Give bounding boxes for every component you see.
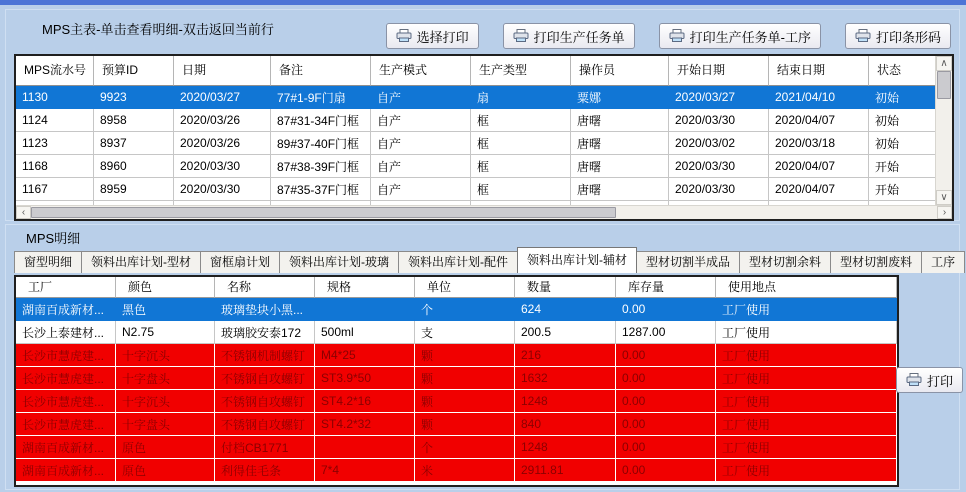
table-row[interactable] bbox=[16, 178, 936, 201]
table-cell: 扇 bbox=[471, 86, 571, 109]
column-header[interactable]: 库存量 bbox=[616, 277, 716, 298]
detail-tab[interactable]: 领料出库计划-辅材 bbox=[517, 247, 637, 273]
table-cell: 2911.81 bbox=[515, 459, 616, 482]
table-cell: 长沙市慧虎建... bbox=[16, 367, 116, 390]
table-cell: 2020/03/02 bbox=[669, 132, 769, 155]
table-cell: 十字盘头 bbox=[116, 413, 215, 436]
table-cell: 8937 bbox=[94, 132, 174, 155]
chevron-left-icon[interactable]: ‹ bbox=[16, 206, 31, 219]
detail-tab[interactable]: 领料出库计划-型材 bbox=[81, 251, 201, 273]
table-cell: 支 bbox=[415, 321, 515, 344]
table-cell: ST4.2*32 bbox=[315, 413, 415, 436]
printer-icon bbox=[513, 29, 529, 43]
print-barcode-button[interactable] bbox=[845, 23, 951, 49]
table-cell: 0.00 bbox=[616, 367, 716, 390]
table-cell: 长沙上泰建材... bbox=[16, 321, 116, 344]
table-cell: 初始 bbox=[869, 132, 936, 155]
chevron-up-icon[interactable]: ∧ bbox=[936, 56, 952, 71]
button-label: 打印 bbox=[927, 373, 954, 389]
detail-tab[interactable]: 领料出库计划-配件 bbox=[398, 251, 518, 273]
table-cell: 工厂使用 bbox=[716, 390, 897, 413]
table-cell: 0.00 bbox=[616, 344, 716, 367]
table-cell: 1287.00 bbox=[616, 321, 716, 344]
table-cell: 1632 bbox=[515, 367, 616, 390]
table-cell: 77#1-9F门扇 bbox=[271, 86, 371, 109]
table-cell: 2020/03/30 bbox=[174, 178, 271, 201]
table-cell: 粟娜 bbox=[571, 86, 669, 109]
mps-detail-grid bbox=[16, 277, 897, 485]
button-label: 打印生产任务单 bbox=[533, 29, 625, 45]
table-cell: 87#31-34F门框 bbox=[271, 109, 371, 132]
column-header[interactable]: 名称 bbox=[215, 277, 315, 298]
table-cell: ST4.2*16 bbox=[315, 390, 415, 413]
table-row[interactable] bbox=[16, 436, 897, 459]
detail-tab[interactable]: 领料出库计划-玻璃 bbox=[279, 251, 399, 273]
table-cell: 十字盘头 bbox=[116, 367, 215, 390]
table-cell: 2020/04/07 bbox=[769, 155, 869, 178]
table-cell: 2020/03/26 bbox=[174, 132, 271, 155]
table-row[interactable] bbox=[16, 86, 936, 109]
column-header[interactable]: 单位 bbox=[415, 277, 515, 298]
table-cell: 唐曙 bbox=[571, 155, 669, 178]
table-cell: 个 bbox=[415, 298, 515, 321]
table-cell: 长沙市慧虎建... bbox=[16, 344, 116, 367]
table-cell: 工厂使用 bbox=[716, 298, 897, 321]
table-cell: 湖南百成新材... bbox=[16, 459, 116, 482]
table-cell: 颗 bbox=[415, 390, 515, 413]
detail-tab[interactable]: 型材切割半成品 bbox=[636, 251, 740, 273]
button-label: 打印生产任务单-工序 bbox=[689, 29, 811, 45]
chevron-down-icon[interactable]: ∨ bbox=[936, 190, 952, 205]
table-cell: 湖南百成新材... bbox=[16, 436, 116, 459]
grid-header-row bbox=[16, 56, 936, 86]
table-cell: 1167 bbox=[16, 178, 94, 201]
column-header[interactable]: MPS流水号 bbox=[16, 56, 94, 86]
table-cell: 自产 bbox=[371, 155, 471, 178]
vertical-scrollbar[interactable] bbox=[935, 56, 952, 205]
table-cell: 工厂使用 bbox=[716, 459, 897, 482]
table-cell: 工厂使用 bbox=[716, 321, 897, 344]
table-cell: 原色 bbox=[116, 436, 215, 459]
table-row[interactable] bbox=[16, 132, 936, 155]
table-cell: ST3.9*50 bbox=[315, 367, 415, 390]
printer-icon bbox=[906, 373, 922, 387]
scrollbar-thumb[interactable] bbox=[31, 207, 616, 218]
table-cell: 付档CB1771 bbox=[215, 436, 315, 459]
table-cell: 0.00 bbox=[616, 390, 716, 413]
table-row[interactable] bbox=[16, 321, 897, 344]
table-cell: 自产 bbox=[371, 132, 471, 155]
table-cell: 长沙市慧虎建... bbox=[16, 390, 116, 413]
table-cell: 原色 bbox=[116, 459, 215, 482]
table-cell: 500ml bbox=[315, 321, 415, 344]
table-cell: 唐曙 bbox=[571, 178, 669, 201]
detail-tab[interactable]: 窗型明细 bbox=[14, 251, 82, 273]
table-cell: 2020/03/26 bbox=[174, 109, 271, 132]
table-cell: 2020/04/07 bbox=[769, 109, 869, 132]
table-cell: 216 bbox=[515, 344, 616, 367]
select-print-button[interactable] bbox=[386, 23, 479, 49]
mps-detail-panel bbox=[5, 224, 960, 490]
table-cell: 黑色 bbox=[116, 298, 215, 321]
window-title-strip bbox=[0, 0, 966, 5]
table-cell: 2020/03/30 bbox=[669, 109, 769, 132]
table-row[interactable] bbox=[16, 459, 897, 482]
column-header[interactable]: 使用地点 bbox=[716, 277, 897, 298]
mps-main-table bbox=[14, 54, 954, 221]
table-cell: 1248 bbox=[515, 436, 616, 459]
printer-icon bbox=[669, 29, 685, 43]
table-cell: 工厂使用 bbox=[716, 413, 897, 436]
horizontal-scrollbar[interactable] bbox=[16, 205, 952, 219]
column-header[interactable]: 生产模式 bbox=[371, 56, 471, 86]
table-cell: 87#35-37F门框 bbox=[271, 178, 371, 201]
table-cell: 840 bbox=[515, 413, 616, 436]
table-cell: 工厂使用 bbox=[716, 367, 897, 390]
column-header[interactable]: 颜色 bbox=[116, 277, 215, 298]
table-cell: 87#38-39F门框 bbox=[271, 155, 371, 178]
table-cell: 0.00 bbox=[616, 413, 716, 436]
table-cell: 2020/03/27 bbox=[174, 86, 271, 109]
table-cell: 2020/03/30 bbox=[669, 155, 769, 178]
table-cell: 2020/04/07 bbox=[769, 178, 869, 201]
table-cell: 2021/04/10 bbox=[769, 86, 869, 109]
column-header[interactable]: 预算ID bbox=[94, 56, 174, 86]
table-cell: 1130 bbox=[16, 86, 94, 109]
table-cell: 十字沉头 bbox=[116, 344, 215, 367]
mps-main-panel bbox=[5, 9, 960, 221]
table-cell: 1168 bbox=[16, 155, 94, 178]
table-cell: 624 bbox=[515, 298, 616, 321]
table-cell: 框 bbox=[471, 178, 571, 201]
table-cell: 颗 bbox=[415, 413, 515, 436]
column-header[interactable]: 工厂 bbox=[16, 277, 116, 298]
table-cell bbox=[315, 298, 415, 321]
table-cell: 玻璃垫块小黑... bbox=[215, 298, 315, 321]
column-header[interactable]: 规格 bbox=[315, 277, 415, 298]
detail-tab[interactable]: 型材切割余料 bbox=[739, 251, 831, 273]
table-cell: 1124 bbox=[16, 109, 94, 132]
table-cell: 自产 bbox=[371, 178, 471, 201]
table-cell: 1248 bbox=[515, 390, 616, 413]
column-header[interactable]: 操作员 bbox=[571, 56, 669, 86]
table-cell: 长沙市慧虎建... bbox=[16, 413, 116, 436]
column-header[interactable]: 生产类型 bbox=[471, 56, 571, 86]
column-header[interactable]: 状态 bbox=[869, 56, 936, 86]
table-cell: M4*25 bbox=[315, 344, 415, 367]
column-header[interactable]: 数量 bbox=[515, 277, 616, 298]
table-cell: 个 bbox=[415, 436, 515, 459]
printer-icon bbox=[855, 29, 871, 43]
table-row[interactable] bbox=[16, 390, 897, 413]
table-cell: 8959 bbox=[94, 178, 174, 201]
table-cell: 89#37-40F门框 bbox=[271, 132, 371, 155]
column-header[interactable]: 日期 bbox=[174, 56, 271, 86]
table-cell: 2020/03/30 bbox=[669, 178, 769, 201]
table-cell: 开始 bbox=[869, 178, 936, 201]
table-cell: 颗 bbox=[415, 367, 515, 390]
detail-print-button[interactable] bbox=[896, 367, 963, 393]
mps-detail-table bbox=[14, 275, 899, 487]
table-cell: 7*4 bbox=[315, 459, 415, 482]
print-production-task-button[interactable] bbox=[503, 23, 635, 49]
table-cell: 1123 bbox=[16, 132, 94, 155]
table-cell: 唐曙 bbox=[571, 132, 669, 155]
table-row[interactable] bbox=[16, 109, 936, 132]
table-cell: 200.5 bbox=[515, 321, 616, 344]
printer-icon bbox=[396, 29, 412, 43]
table-cell: 0.00 bbox=[616, 298, 716, 321]
detail-panel-title: MPS明细 bbox=[26, 231, 81, 246]
table-cell: 0.00 bbox=[616, 436, 716, 459]
table-row[interactable] bbox=[16, 298, 897, 321]
table-cell: 框 bbox=[471, 109, 571, 132]
table-cell bbox=[315, 436, 415, 459]
table-cell: 初始 bbox=[869, 86, 936, 109]
table-cell: 8960 bbox=[94, 155, 174, 178]
table-row[interactable] bbox=[16, 344, 897, 367]
table-cell: 自产 bbox=[371, 109, 471, 132]
table-cell: 颗 bbox=[415, 344, 515, 367]
table-row[interactable] bbox=[16, 413, 897, 436]
table-cell: 不锈钢自攻螺钉 bbox=[215, 413, 315, 436]
table-cell: 工厂使用 bbox=[716, 344, 897, 367]
table-cell: N2.75 bbox=[116, 321, 215, 344]
table-cell: 十字沉头 bbox=[116, 390, 215, 413]
chevron-right-icon[interactable]: › bbox=[937, 206, 952, 219]
detail-tab[interactable]: 工序 bbox=[921, 251, 965, 273]
table-row[interactable] bbox=[16, 155, 936, 178]
detail-tab[interactable]: 窗框扇计划 bbox=[200, 251, 280, 273]
table-cell: 唐曙 bbox=[571, 109, 669, 132]
mps-main-grid bbox=[16, 56, 936, 205]
column-header[interactable]: 开始日期 bbox=[669, 56, 769, 86]
table-cell: 2020/03/30 bbox=[174, 155, 271, 178]
button-label: 打印条形码 bbox=[875, 29, 941, 45]
table-cell: 框 bbox=[471, 155, 571, 178]
table-cell: 初始 bbox=[869, 109, 936, 132]
detail-tab[interactable]: 型材切割废料 bbox=[830, 251, 922, 273]
table-cell: 框 bbox=[471, 132, 571, 155]
table-cell: 2020/03/18 bbox=[769, 132, 869, 155]
column-header[interactable]: 备注 bbox=[271, 56, 371, 86]
table-cell: 不锈钢自攻螺钉 bbox=[215, 390, 315, 413]
column-header[interactable]: 结束日期 bbox=[769, 56, 869, 86]
scrollbar-thumb[interactable] bbox=[937, 71, 951, 99]
table-row[interactable] bbox=[16, 367, 897, 390]
print-toolbar bbox=[386, 23, 951, 49]
table-cell: 0.00 bbox=[616, 459, 716, 482]
table-cell: 2020/03/27 bbox=[669, 86, 769, 109]
table-cell: 利得佳毛条 bbox=[215, 459, 315, 482]
table-cell: 玻璃胶安泰172 bbox=[215, 321, 315, 344]
table-cell: 不锈钢自攻螺钉 bbox=[215, 367, 315, 390]
detail-tab-bar bbox=[14, 247, 964, 273]
table-cell: 自产 bbox=[371, 86, 471, 109]
table-cell: 开始 bbox=[869, 155, 936, 178]
table-cell: 湖南百成新材... bbox=[16, 298, 116, 321]
main-panel-title: MPS主表-单击查看明细-双击返回当前行 bbox=[42, 22, 274, 37]
grid-header-row bbox=[16, 277, 897, 298]
table-cell: 8958 bbox=[94, 109, 174, 132]
table-cell: 米 bbox=[415, 459, 515, 482]
table-cell: 工厂使用 bbox=[716, 436, 897, 459]
print-production-task-process-button[interactable] bbox=[659, 23, 821, 49]
button-label: 选择打印 bbox=[416, 29, 469, 45]
table-cell: 9923 bbox=[94, 86, 174, 109]
table-cell: 不锈钢机制螺钉 bbox=[215, 344, 315, 367]
